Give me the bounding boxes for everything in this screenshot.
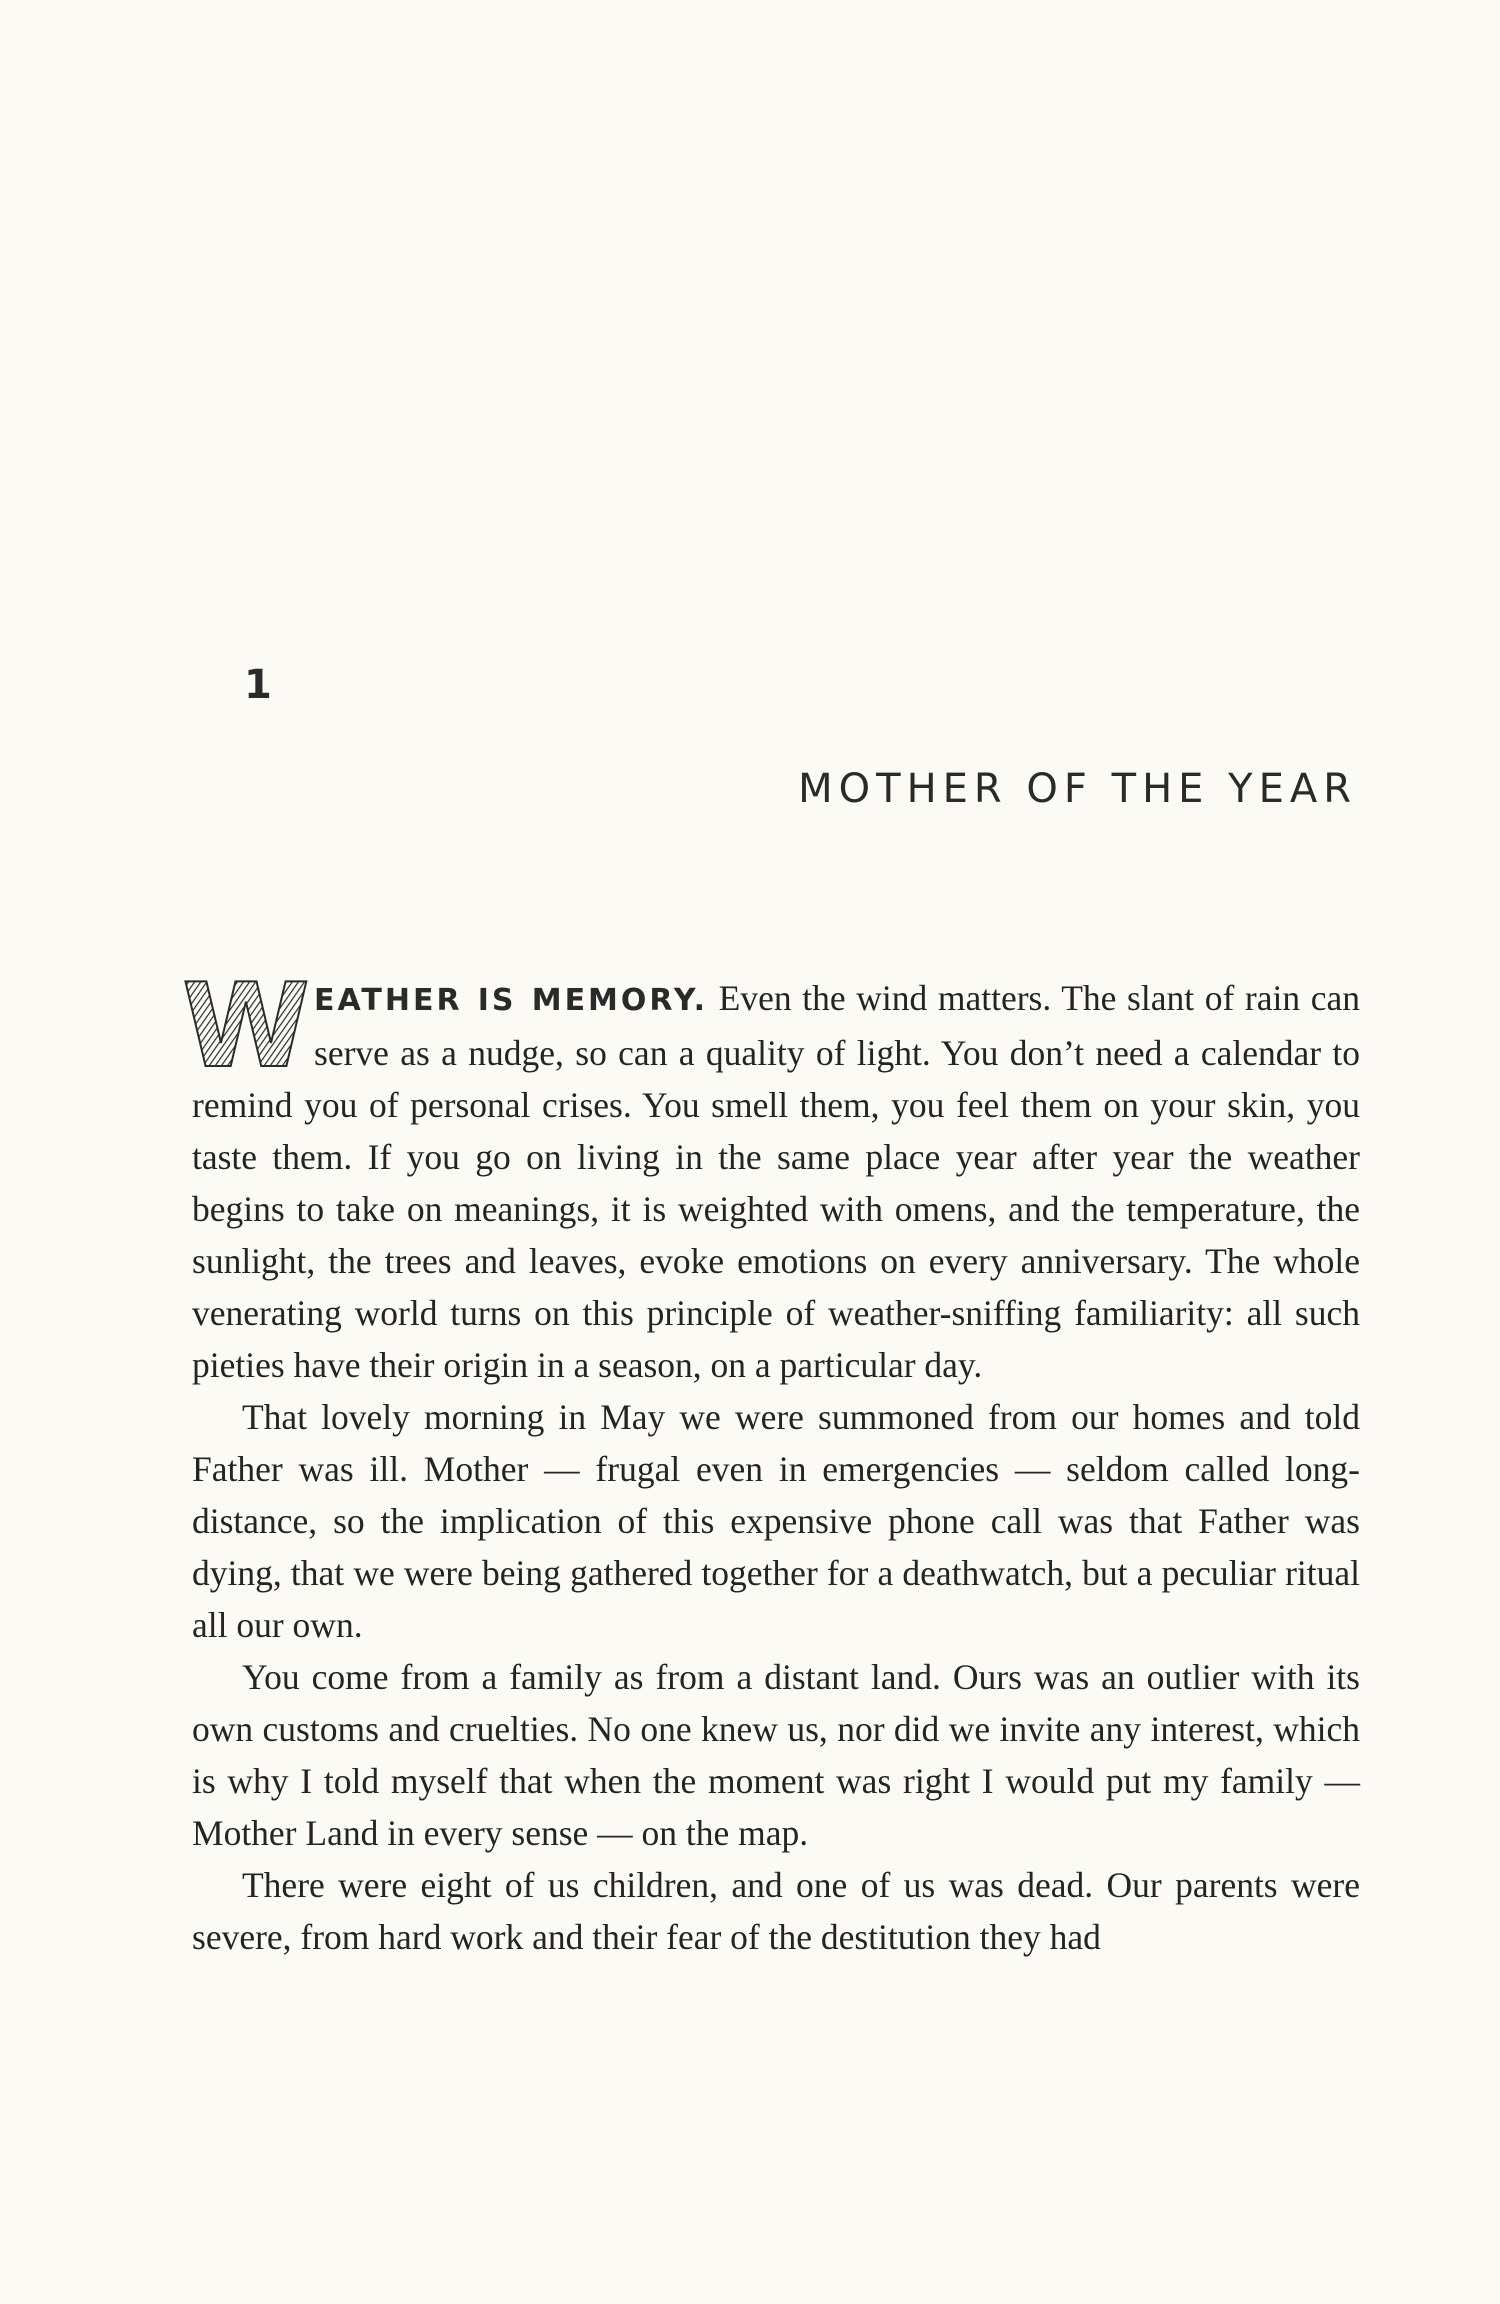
lead-in-small-caps: EATHER IS MEMORY.	[314, 983, 709, 1018]
paragraph-2: That lovely morning in May we were summoned from our homes and told Father was ill. Mother — frugal even in emergencies — seldom called long-distance, so the implication of this expensive phone call was that Father was dying, that we were being gathered together for a deathwatch, but a peculiar ritual all our own.	[192, 1397, 1360, 1645]
chapter-number: 1	[244, 662, 272, 708]
paragraph-1-text: Even the wind matters. The slant of rain can serve as a nudge, so can a quality of light. You don’t need a calendar to remind you of personal crises. You smell them, you feel them on your skin, you taste them. If you go on living in the same place year after year the weather begins to take on meanings, it is weighted with omens, and the temperature, the sunlight, the trees and leaves, evoke emotions on every anniversary. The whole venerating world turns on this principle of weather-sniffing familiarity: all such pieties have their origin in a season, on a particular day.	[192, 978, 1360, 1385]
chapter-body	[182, 959, 1360, 1963]
paragraph-1	[182, 959, 1360, 1391]
drop-cap-letter: W	[182, 959, 310, 1094]
chapter-title: MOTHER OF THE YEAR	[798, 766, 1357, 812]
paragraph-4: There were eight of us children, and one of us was dead. Our parents were severe, from hard work and their fear of the destitution they had	[192, 1865, 1360, 1957]
drop-cap-w	[182, 959, 310, 1094]
paragraph-3: You come from a family as from a distant land. Ours was an outlier with its own customs and cruelties. No one knew us, nor did we invite any interest, which is why I told myself that when the moment was right I would put my family — Mother Land in every sense — on the map.	[192, 1657, 1360, 1853]
